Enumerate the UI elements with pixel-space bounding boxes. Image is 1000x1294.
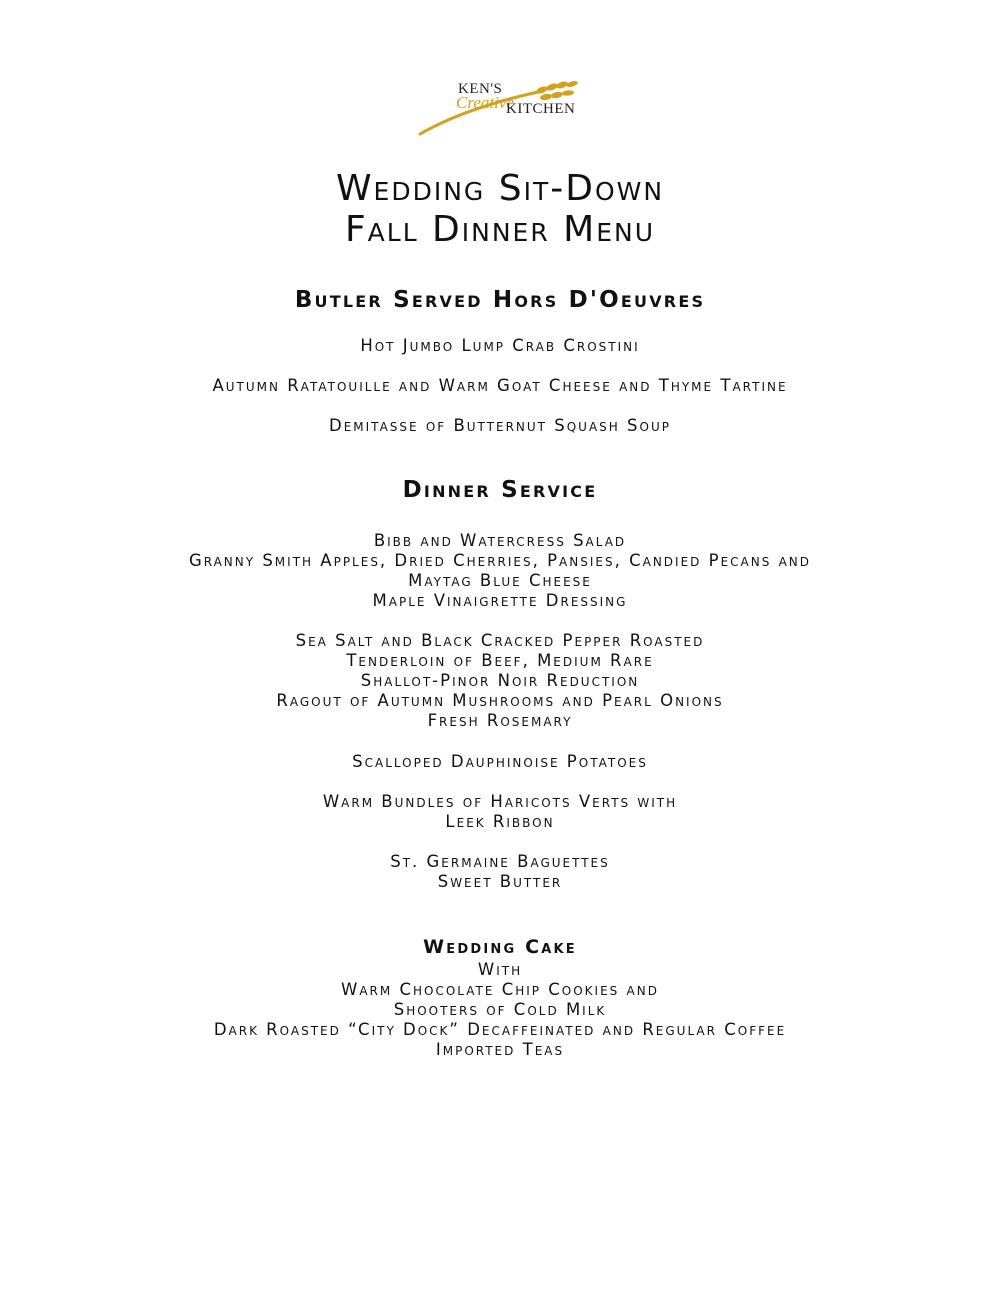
logo-line-kens: KEN'S (458, 81, 503, 97)
kens-creative-kitchen-logo (418, 78, 588, 138)
menu-line: Warm Chocolate Chip Cookies and (341, 980, 659, 999)
menu-line: Dark Roasted “City Dock” Decaffeinated and Regular Coffee (213, 1020, 787, 1039)
menu-line: Granny Smith Apples, Dried Cherries, Pansies, Candied Pecans and (188, 551, 812, 570)
menu-line: Shooters of Cold Milk (393, 1000, 607, 1019)
menu-line: Fresh Rosemary (427, 711, 573, 730)
menu-item-crab-crostini: Hot Jumbo Lump Crab Crostini (360, 336, 640, 355)
logo-line-creative: Creative (456, 93, 514, 112)
menu-line: Leek Ribbon (445, 812, 555, 831)
menu-group-cake (0, 960, 1000, 1060)
menu-title-line-1: Wedding Sit-Down (335, 168, 665, 209)
menu-line: Warm Bundles of Haricots Verts with (322, 792, 678, 811)
hors-doeuvres-heading: Butler Served Hors D'Oeuvres (294, 287, 706, 313)
menu-title-line-2: Fall Dinner Menu (344, 209, 656, 250)
menu-line: Shallot-Pinor Noir Reduction (360, 671, 640, 690)
menu-line: Tenderloin of Beef, Medium Rare (346, 651, 654, 670)
menu-line: With (477, 960, 523, 979)
logo-line-kitchen: KITCHEN (506, 101, 576, 117)
dinner-service-heading: Dinner Service (402, 477, 598, 503)
wheat-grain-icon (535, 80, 578, 101)
menu-line: St. Germaine Baguettes (390, 852, 610, 871)
wedding-cake-heading: Wedding Cake (423, 936, 577, 958)
menu-line: Maytag Blue Cheese (408, 571, 592, 590)
menu-item-squash-soup: Demitasse of Butternut Squash Soup (329, 416, 671, 435)
menu-group-bread (0, 852, 1000, 892)
menu-line: Imported Teas (435, 1040, 565, 1059)
menu-line: Bibb and Watercress Salad (373, 531, 627, 550)
menu-group-vegetables (0, 792, 1000, 832)
menu-title (0, 168, 1000, 250)
menu-line: Maple Vinaigrette Dressing (372, 591, 628, 610)
menu-line: Scalloped Dauphinoise Potatoes (352, 752, 648, 771)
menu-item-ratatouille-tartine: Autumn Ratatouille and Warm Goat Cheese and Thyme Tartine (212, 376, 788, 395)
menu-line: Ragout of Autumn Mushrooms and Pearl Onions (276, 691, 724, 710)
menu-group-entree (0, 631, 1000, 731)
menu-line: Sweet Butter (437, 872, 563, 891)
menu-line: Sea Salt and Black Cracked Pepper Roasted (295, 631, 705, 650)
menu-group-potatoes (0, 752, 1000, 772)
menu-group-salad (0, 531, 1000, 611)
